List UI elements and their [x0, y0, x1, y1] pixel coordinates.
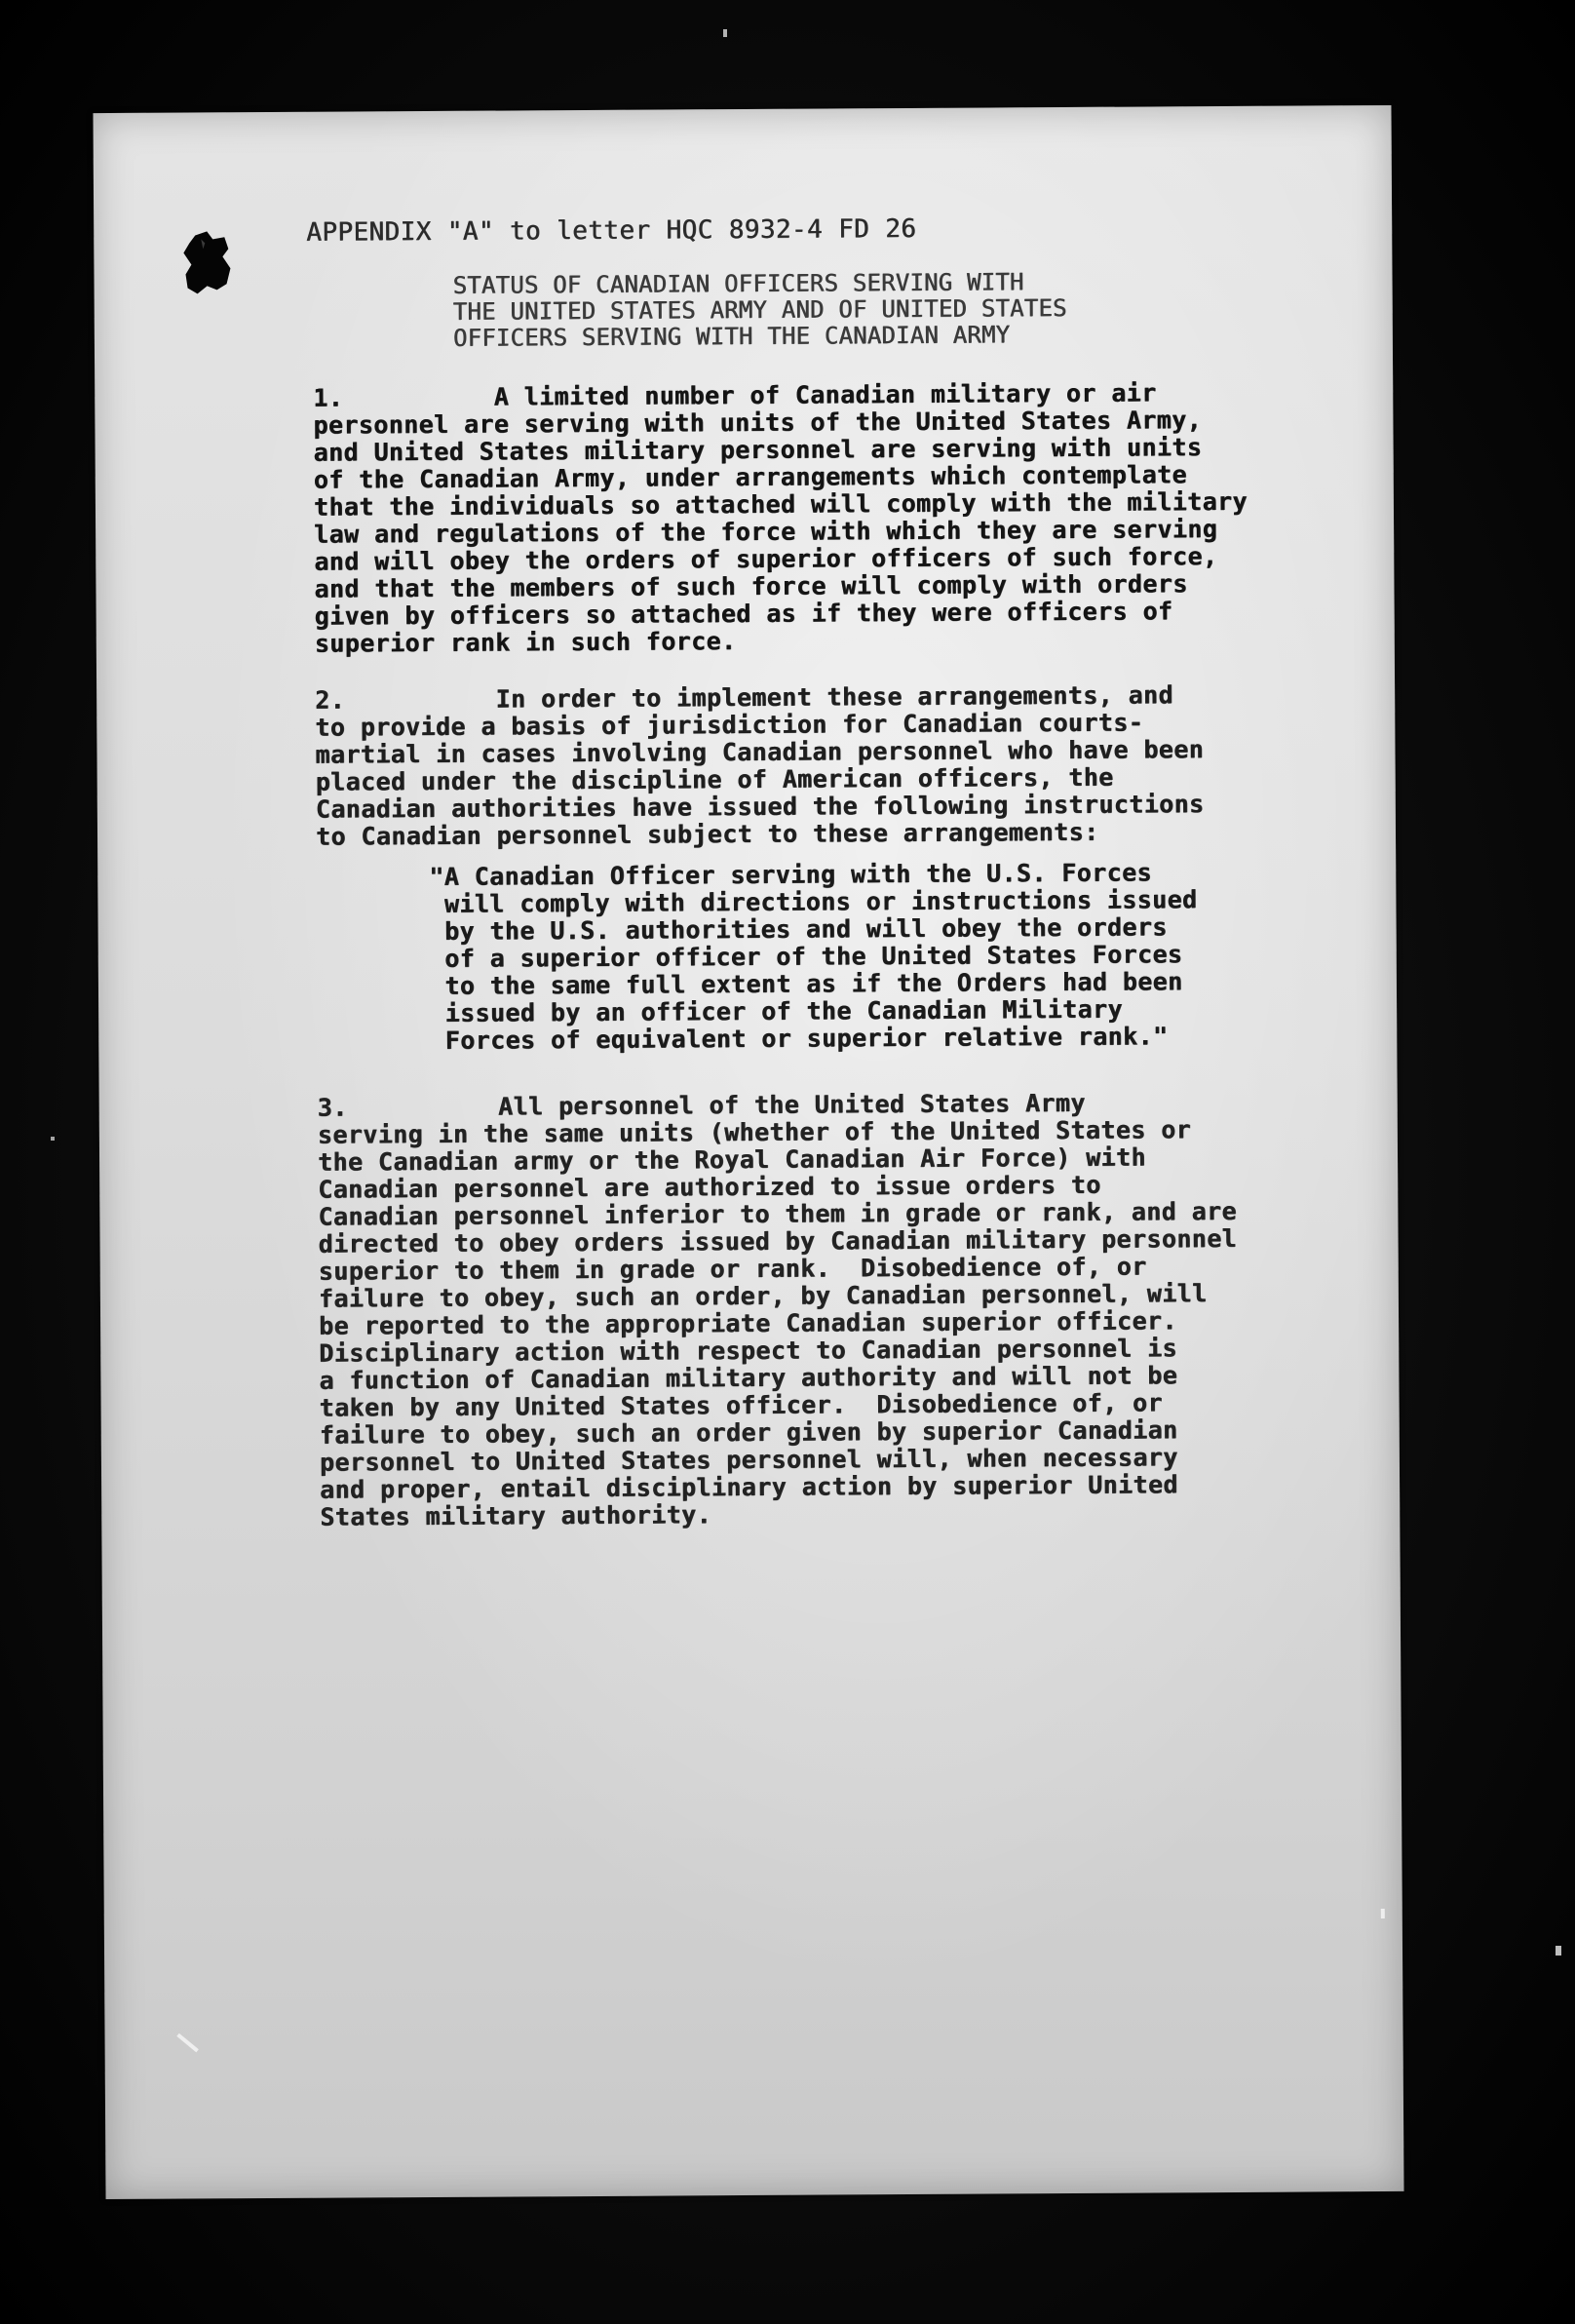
paragraph-line: Canadian authorities have issued the following instructions — [315, 790, 1205, 824]
paragraph-line: States military authority. — [320, 1500, 712, 1531]
paragraph-line: personnel to United States personnel will, when necessary — [319, 1443, 1178, 1477]
paragraph-line: failure to obey, such an order given by superior Canadian — [319, 1415, 1178, 1450]
film-speck — [1556, 1946, 1561, 1956]
paragraph-line: that the individuals so attached will comply with the military — [313, 486, 1248, 522]
quote-line: Forces of equivalent or superior relative rank." — [430, 1022, 1169, 1055]
paragraph-line: Canadian personnel are authorized to issue orders to — [318, 1170, 1101, 1204]
title-line: OFFICERS SERVING WITH THE CANADIAN ARMY — [452, 321, 1011, 352]
quoted-instruction — [429, 859, 1198, 1055]
paragraph-line: superior to them in grade or rank. Disobedience of, or — [318, 1252, 1147, 1286]
quote-line: issued by an officer of the Canadian Military — [430, 994, 1123, 1027]
quote-line: will comply with directions or instructions issued — [429, 885, 1198, 918]
paragraph-line: A limited number of Canadian military or air — [493, 378, 1157, 411]
paragraph-line: to provide a basis of jurisdiction for Canadian courts- — [315, 708, 1144, 742]
paragraph-line: be reported to the appropriate Canadian superior officer. — [318, 1306, 1177, 1340]
quote-line: to the same full extent as if the Orders had been — [429, 967, 1183, 1000]
paragraph-line: and that the members of such force will comply with orders — [314, 569, 1188, 603]
paragraph-line: of the Canadian Army, under arrangements which contemplate — [313, 460, 1188, 494]
paragraph-line: and United States military personnel are serving with units — [313, 433, 1203, 467]
film-scratch — [1381, 1909, 1385, 1918]
paragraph-1 — [313, 379, 1248, 658]
paragraph-line: and proper, entail disciplinary action by superior United — [320, 1470, 1178, 1504]
quote-line: of a superior officer of the United States Forces — [429, 940, 1183, 973]
film-speck — [51, 1137, 55, 1141]
quote-line: "A Canadian Officer serving with the U.S. Forces — [429, 858, 1153, 891]
paragraph-3 — [318, 1089, 1239, 1531]
paragraph-line: In order to implement these arrangements, and — [495, 680, 1173, 714]
paragraph-number: 3. — [317, 1093, 348, 1122]
document-title — [452, 269, 1066, 352]
ink-blot-mark — [177, 229, 236, 297]
paragraph-2 — [315, 681, 1205, 851]
paragraph-line: failure to obey, such an order, by Canadian personnel, will — [318, 1279, 1208, 1313]
paragraph-line: superior rank in such force. — [314, 627, 737, 658]
paragraph-line: serving in the same units (whether of the United States or — [317, 1115, 1192, 1149]
quote-line: by the U.S. authorities and will obey the orders — [429, 912, 1168, 946]
paragraph-line: and will obey the orders of superior officers of such force, — [314, 542, 1218, 576]
paragraph-number: 2. — [315, 685, 346, 715]
title-line: THE UNITED STATES ARMY AND OF UNITED STATES — [452, 293, 1067, 326]
document-page — [93, 105, 1403, 2199]
paragraph-line: the Canadian army or the Royal Canadian Air Force) with — [317, 1143, 1146, 1177]
paragraph-line: to Canadian personnel subject to these arrangements: — [315, 817, 1099, 851]
paragraph-line: given by officers so attached as if they were officers of — [314, 597, 1173, 631]
paragraph-number: 1. — [313, 383, 344, 412]
appendix-reference: APPENDIX "A" to letter HQC 8932-4 FD 26 — [306, 213, 917, 248]
paragraph-line: Disciplinary action with respect to Canadian personnel is — [319, 1334, 1178, 1368]
paragraph-line: martial in cases involving Canadian personnel who have been — [315, 735, 1205, 769]
paragraph-line: Canadian personnel inferior to them in grade or rank, and are — [318, 1196, 1237, 1231]
paragraph-line: All personnel of the United States Army — [498, 1088, 1086, 1121]
film-scratch — [176, 2034, 199, 2053]
title-line: STATUS OF CANADIAN OFFICERS SERVING WITH — [452, 268, 1024, 299]
paragraph-line: placed under the discipline of American officers, the — [315, 762, 1114, 796]
paragraph-line: directed to obey orders issued by Canadian military personnel — [318, 1223, 1238, 1259]
film-speck — [723, 29, 727, 37]
paragraph-line: law and regulations of the force with which they are serving — [314, 515, 1218, 549]
paragraph-line: a function of Canadian military authority and will not be — [319, 1361, 1178, 1395]
paragraph-line: personnel are serving with units of the United States Army, — [313, 406, 1203, 440]
paragraph-line: taken by any United States officer. Disobedience of, or — [319, 1388, 1163, 1422]
